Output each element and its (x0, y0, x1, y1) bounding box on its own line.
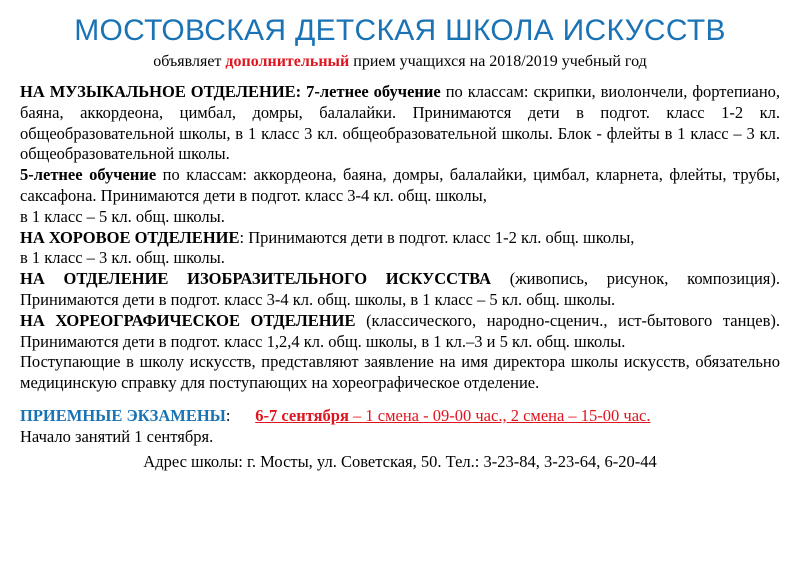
dance-text: (классического, народно-сценич., ист-бытового танцев). Принимаются дети в подгот. класс 1,2,4 кл. общ. школы, в 1 кл.–3 и 5 кл. общ. школы. (20, 310, 780, 351)
music-five-label: 5-летнее обучение (20, 165, 157, 185)
art-section (20, 269, 780, 311)
choir-section (20, 228, 780, 270)
exams-times: – 1 смена - 09-00 час., 2 смена – 15-00 час. (348, 405, 651, 425)
music-five-text2: в 1 класс – 5 кл. общ. школы. (20, 206, 225, 226)
subtitle-highlight: дополнительный (225, 53, 350, 70)
dance-section (20, 311, 780, 353)
subtitle (20, 51, 780, 73)
announcement-body (20, 82, 780, 394)
subtitle-before: объявляет (153, 53, 226, 70)
choir-text: : Принимаются дети в подгот. класс 1-2 кл. общ. школы, (239, 227, 635, 247)
subtitle-after: прием учащихся на 2018/2019 учебный год (349, 53, 647, 70)
music-seven-label: 7-летнее обучение (306, 82, 441, 101)
application-note: Поступающие в школу искусств, представляют заявление на имя директора школы искусств, обязательно медицинскую справку для поступающих на хореографическое отделение. (20, 352, 780, 393)
choir-text2: в 1 класс – 3 кл. общ. школы. (20, 248, 225, 268)
music-section-5 (20, 165, 780, 227)
exams-colon: : (225, 405, 231, 425)
music-seven-text: по классам: скрипки, виолончели, фортепиано, баяна, аккордеона, цимбал, домры, балалайки. Принимаются дети в подгот. класс 1-2 кл. общеобразовательной школы, в 1 класс 3 кл. общеобразовательной школы. Блок - флейты в 1 класс – 3 кл. общеобразовательной школы. (20, 82, 781, 164)
exams-line (20, 406, 780, 427)
music-section-7 (20, 82, 780, 165)
school-address: Адрес школы: г. Мосты, ул. Советская, 50. Тел.: 3-23-84, 3-23-64, 6-20-44 (143, 451, 657, 471)
page-title: МОСТОВСКАЯ ДЕТСКАЯ ШКОЛА ИСКУССТВ (74, 14, 726, 47)
choir-heading: НА ХОРОВОЕ ОТДЕЛЕНИЕ (20, 227, 240, 247)
music-five-text: по классам: аккордеона, баяна, домры, балалайки, цимбал, кларнета, флейты, трубы, саксафона. Принимаются дети в подгот. класс 3-4 кл. общ. школы, (20, 165, 781, 205)
art-heading: НА ОТДЕЛЕНИЕ ИЗОБРАЗИТЕЛЬНОГО ИСКУССТВА (20, 269, 491, 289)
announcement (20, 14, 780, 472)
art-text: (живопись, рисунок, композиция). Принимаются дети в подгот. класс 3-4 кл. общ. школы, в 1 класс – 5 кл. общ. школы. (20, 269, 780, 309)
dance-heading: НА ХОРЕОГРАФИЧЕСКОЕ ОТДЕЛЕНИЕ (20, 310, 356, 330)
music-heading: НА МУЗЫКАЛЬНОЕ ОТДЕЛЕНИЕ: (20, 82, 302, 101)
exams-label: ПРИЕМНЫЕ ЭКЗАМЕНЫ (20, 405, 226, 425)
start-date: Начало занятий 1 сентября. (20, 426, 214, 446)
exams-dates: 6-7 сентября (255, 405, 349, 425)
